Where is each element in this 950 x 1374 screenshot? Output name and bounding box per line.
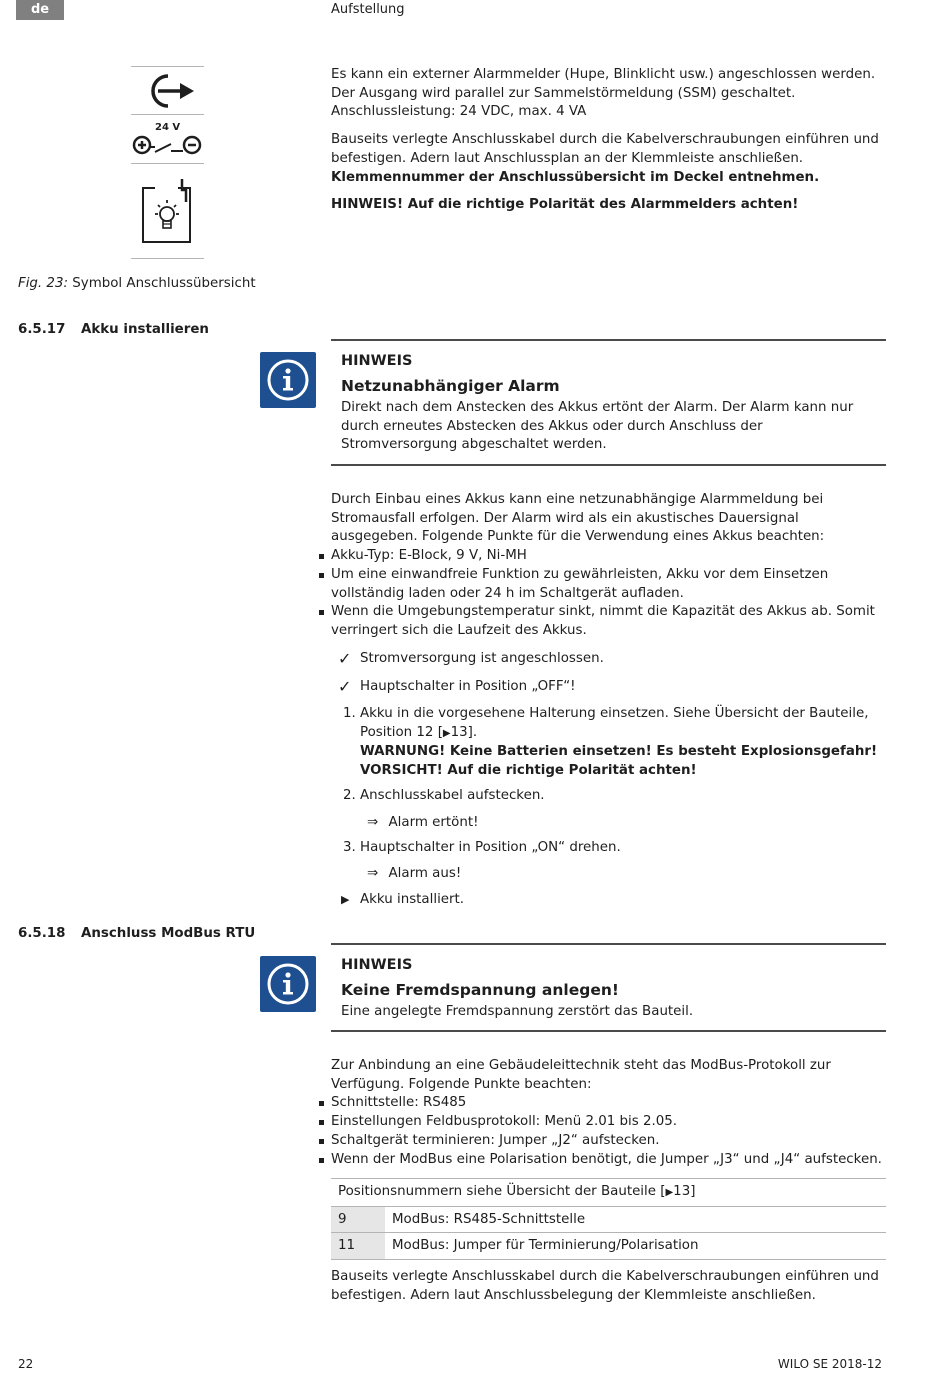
list-item: Akku-Typ: E-Block, 9 V, Ni-MH [319,547,883,566]
section-number: 6.5.17 [18,322,66,337]
closing-paragraph: Bauseits verlegte Anschlusskabel durch die Kabelverschraubungen einführen und befestigen. Adern laut Anschlussbelegung der Klemmleiste anschließen. [331,1269,879,1303]
section-number: 6.5.18 [18,926,66,941]
figure-caption-text: Symbol Anschlussübersicht [72,276,256,291]
bullet-list [331,547,883,641]
table-cell-text: ModBus: Jumper für Terminierung/Polarisation [385,1233,886,1260]
list-item: Schnittstelle: RS485 [319,1094,883,1113]
list-item: Wenn die Umgebungstemperatur sinkt, nimmt die Kapazität des Akkus ab. Somit verringert sich die Laufzeit des Akkus. [319,603,883,640]
info-icon [260,956,316,1012]
intro-notice: HINWEIS! Auf die richtige Polarität des Alarmmelders achten! [331,197,799,213]
section-body [331,1057,883,1169]
note-heading: HINWEIS [341,957,413,973]
list-item: Schaltgerät terminieren: Jumper „J2“ aufstecken. [319,1132,883,1151]
result-text: Alarm aus! [388,866,462,881]
icon-separator [131,66,204,67]
note-bottom-rule [331,464,886,466]
voltage-label: 24 V [155,122,181,133]
note-top-rule [331,339,886,341]
result-text: Alarm ertönt! [388,815,479,830]
result-arrow-icon: ⇒ [367,866,379,881]
list-item: Um eine einwandfreie Funktion zu gewährleisten, Akku vor dem Einsetzen vollständig laden oder 24 h im Schaltgerät aufladen. [319,566,883,603]
icon-separator [131,258,204,259]
note-text: Direkt nach dem Anstecken des Akkus ertönt der Alarm. Der Alarm kann nur durch erneutes Abstecken des Akkus oder durch Anschluss der Stromversorgung abgeschaltet werden. [341,400,854,453]
caution-text: VORSICHT! Auf die richtige Polarität achten! [360,763,697,779]
polarity-switch-icon [131,134,203,158]
table-header-reference[interactable]: 13] [673,1184,696,1199]
section-paragraph: Zur Anbindung an eine Gebäudeleittechnik steht das ModBus-Protokoll zur Verfügung. Folgende Punkte beachten: [331,1058,831,1092]
position-table [331,1178,886,1260]
icon-separator [131,163,204,164]
note-text: Eine angelegte Fremdspannung zerstört das Bauteil. [341,1004,694,1019]
intro-text [331,66,883,215]
step-text [360,705,886,781]
section-title: Anschluss ModBus RTU [81,926,256,941]
step-number: 3. [343,840,356,855]
result-item [367,865,461,884]
table-cell-text: ModBus: RS485-Schnittstelle [385,1206,886,1233]
result-item [367,814,478,833]
step-text: Hauptschalter in Position „ON“ drehen. [360,840,621,855]
section-paragraph: Durch Einbau eines Akkus kann eine netzunabhängige Alarmmeldung bei Stromausfall erfolgen. Der Alarm wird als ein akustisches Dauersignal ausgegeben. Folgende Punkte für die Verwendung eines Akkus beachten: [331,492,825,545]
table-cell-number: 9 [331,1206,385,1233]
prerequisite-text: Stromversorgung ist angeschlossen. [360,651,604,666]
info-icon [260,352,316,408]
bullet-list [331,1094,883,1169]
note-subheading: Netzunabhängiger Alarm [341,377,560,395]
table-header [331,1179,886,1207]
section-title: Akku installieren [81,322,209,337]
table-row [331,1206,886,1233]
section-body [331,491,883,641]
intro-paragraph [331,131,883,187]
note-subheading: Keine Fremdspannung anlegen! [341,981,619,999]
intro-text-bold: Klemmennummer der Anschlussübersicht im Deckel entnehmen. [331,169,820,185]
result-arrow-icon: ⇒ [367,815,379,830]
table-cell-number: 11 [331,1233,385,1260]
play-arrow-icon: ▶ [665,1187,674,1198]
step-text-main: Akku in die vorgesehene Halterung einsetzen. Siehe Übersicht der Bauteile, Position 12 [ [360,706,869,740]
output-arrow-icon [140,72,196,110]
page-number: 22 [18,1357,34,1371]
intro-paragraph: Es kann ein externer Alarmmelder (Hupe, Blinklicht usw.) angeschlossen werden. Der Ausgang wird parallel zur Sammelstörmeldung (SSM) geschaltet. Anschlussleistung: 24 VDC, max. 4 VA [331,67,876,120]
table-row [331,1233,886,1260]
final-result-text: Akku installiert. [360,892,465,907]
language-tab: de [16,0,64,20]
table-header-text: Positionsnummern siehe Übersicht der Bauteile [ [338,1184,666,1199]
alarm-lamp-icon [138,176,198,246]
step-reference[interactable]: 13]. [450,724,478,740]
intro-text-normal: Bauseits verlegte Anschlusskabel durch die Kabelverschraubungen einführen und befestigen. Adern laut Anschlussplan an der Klemmleiste anschließen. [331,132,879,166]
warning-text: WARNUNG! Keine Batterien einsetzen! Es besteht Explosionsgefahr! [360,744,878,760]
note-top-rule [331,943,886,945]
note-bottom-rule [331,1030,886,1032]
step-number: 2. [343,788,356,803]
note-heading: HINWEIS [341,353,413,369]
icon-separator [131,114,204,115]
checkmark-icon: ✓ [338,677,352,696]
table-header-row [331,1179,886,1207]
running-header: Aufstellung [331,2,405,17]
list-item: Wenn der ModBus eine Polarisation benötigt, die Jumper „J3“ und „J4“ aufstecken. [319,1151,883,1170]
figure-caption [18,275,256,294]
checkmark-icon: ✓ [338,649,352,668]
play-arrow-icon: ▶ [442,727,451,739]
play-arrow-icon: ▶ [341,893,350,906]
footer-brand: WILO SE 2018-12 [777,1357,882,1371]
prerequisite-text: Hauptschalter in Position „OFF“! [360,679,576,694]
list-item: Einstellungen Feldbusprotokoll: Menü 2.01 bis 2.05. [319,1113,883,1132]
step-text: Anschlusskabel aufstecken. [360,788,545,803]
step-number: 1. [343,706,356,721]
figure-label: Fig. 23: [18,276,68,291]
